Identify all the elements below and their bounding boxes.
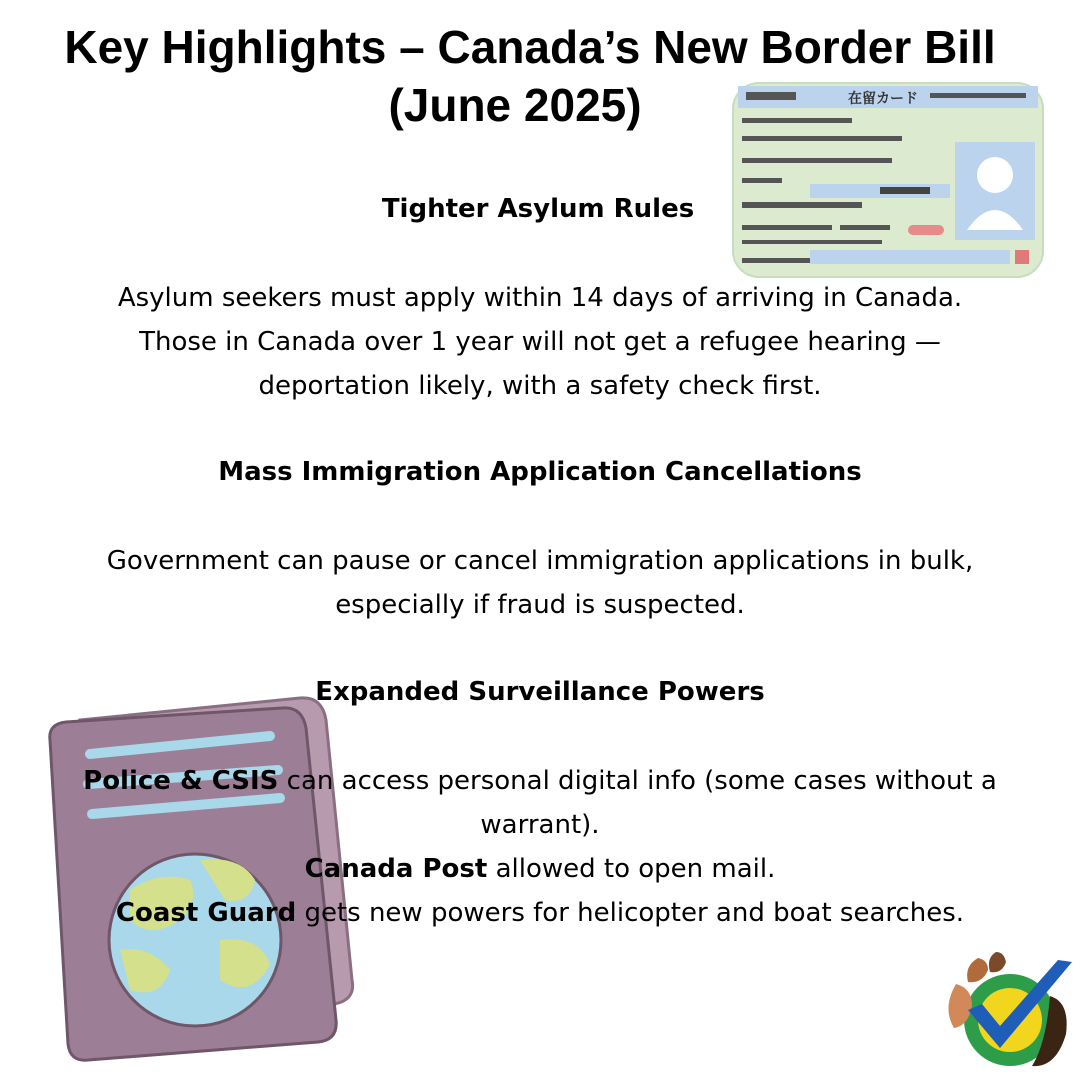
section-body-asylum <box>0 276 1080 408</box>
cancellations-line-2: especially if fraud is suspected. <box>335 590 745 620</box>
surveillance-item <box>0 891 1080 935</box>
surveillance-item-text: can access personal digital info (some cases without a <box>278 766 997 796</box>
asylum-line-1: Asylum seekers must apply within 14 days of arriving in Canada. <box>117 283 963 313</box>
asylum-line-3: deportation likely, with a safety check first. <box>258 371 822 401</box>
section-heading-surveillance: Expanded Surveillance Powers <box>315 677 765 707</box>
title-line-2: (June 2025) <box>388 79 642 131</box>
surveillance-item-text: allowed to open mail. <box>487 854 776 884</box>
title-line-1: Key Highlights – Canada’s New Border Bill <box>64 21 996 73</box>
surveillance-item-bold: Police & CSIS <box>83 766 279 796</box>
check-logo-icon <box>938 948 1078 1072</box>
asylum-line-2: Those in Canada over 1 year will not get a refugee hearing — <box>139 327 941 357</box>
page-title <box>0 18 1060 134</box>
section-body-cancellations <box>0 539 1080 627</box>
surveillance-item <box>0 803 1080 847</box>
card-header-text: 在留カード <box>848 91 918 107</box>
surveillance-item-text: warrant). <box>480 810 600 840</box>
surveillance-item <box>0 759 1080 803</box>
section-heading-cancellations: Mass Immigration Application Cancellations <box>218 457 862 487</box>
section-heading-asylum: Tighter Asylum Rules <box>381 194 695 224</box>
surveillance-item <box>0 847 1080 891</box>
cancellations-line-1: Government can pause or cancel immigration applications in bulk, <box>106 546 974 576</box>
section-body-surveillance <box>0 759 1080 935</box>
surveillance-item-bold: Coast Guard <box>115 898 297 928</box>
surveillance-item-text: gets new powers for helicopter and boat searches. <box>296 898 965 928</box>
surveillance-item-bold: Canada Post <box>304 854 488 884</box>
